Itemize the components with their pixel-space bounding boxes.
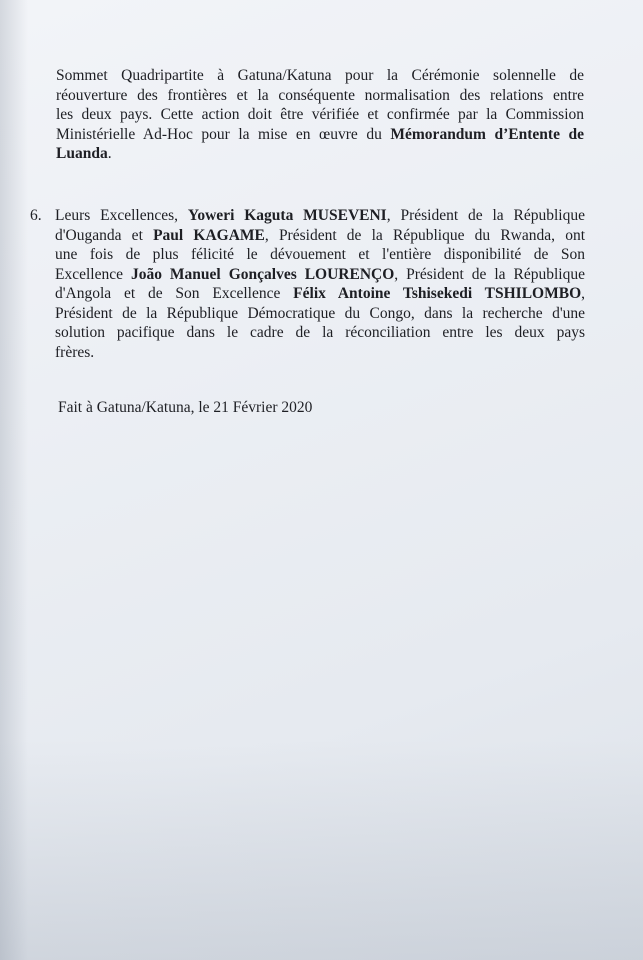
paragraph-line <box>55 226 585 246</box>
paragraph-line: les deux pays. Cette action doit être vérifiée et confirmée par la Commission <box>56 106 584 123</box>
paragraph-text: . <box>107 145 112 162</box>
paragraph-line <box>55 265 585 285</box>
paragraph-line: Président de la République Démocratique du Congo, dans la recherche d'une <box>55 304 585 322</box>
paragraph-text: Excellence <box>55 265 131 283</box>
paragraph-line: frères. <box>55 343 95 361</box>
paragraph-line: solution pacifique dans le cadre de la réconciliation entre les deux pays <box>55 324 585 341</box>
signoff-date-line: Fait à Gatuna/Katuna, le 21 Février 2020 <box>58 399 313 416</box>
paragraph-text: Ministérielle Ad-Hoc pour la mise en œuvre du <box>56 125 391 143</box>
paragraph-line <box>55 284 585 304</box>
name-museveni: Yoweri Kaguta MUSEVENI <box>187 207 387 224</box>
paragraph-line <box>55 206 585 226</box>
name-kagame: Paul KAGAME <box>153 226 265 244</box>
memorandum-title-part2: Luanda <box>56 145 108 162</box>
name-lourenco: João Manuel Gonçalves LOURENÇO <box>130 265 395 283</box>
page-shadow-bottom <box>0 740 643 960</box>
paragraph-line: une fois de plus félicité le dévouement et l'entière disponibilité de Son <box>55 246 585 263</box>
paragraph-line: Sommet Quadripartite à Gatuna/Katuna pour la Cérémonie solennelle de <box>56 67 584 84</box>
paragraph-line <box>56 125 584 145</box>
paragraph-text: d'Angola et de Son Excellence <box>55 285 294 302</box>
name-tshisekedi: Félix Antoine Tshisekedi TSHILOMBO <box>293 285 582 302</box>
paragraph-text: , Président de la République <box>386 207 585 224</box>
paragraph-line: réouverture des frontières et la conséquente normalisation des relations entre <box>56 86 584 104</box>
paragraph-line <box>56 144 584 164</box>
item-6-paragraph <box>55 206 585 362</box>
paragraph-text: d'Ouganda et <box>55 226 154 244</box>
item-number: 6. <box>30 207 42 224</box>
paragraph-text: , Président de la République du Rwanda, ont <box>264 226 585 244</box>
paragraph-text: , Président de la République <box>394 265 585 283</box>
paragraph-continued <box>56 66 584 164</box>
memorandum-title-part1: Mémorandum d’Entente de <box>390 125 584 143</box>
paragraph-text: , <box>581 285 585 302</box>
paragraph-text: Leurs Excellences, <box>55 207 188 224</box>
